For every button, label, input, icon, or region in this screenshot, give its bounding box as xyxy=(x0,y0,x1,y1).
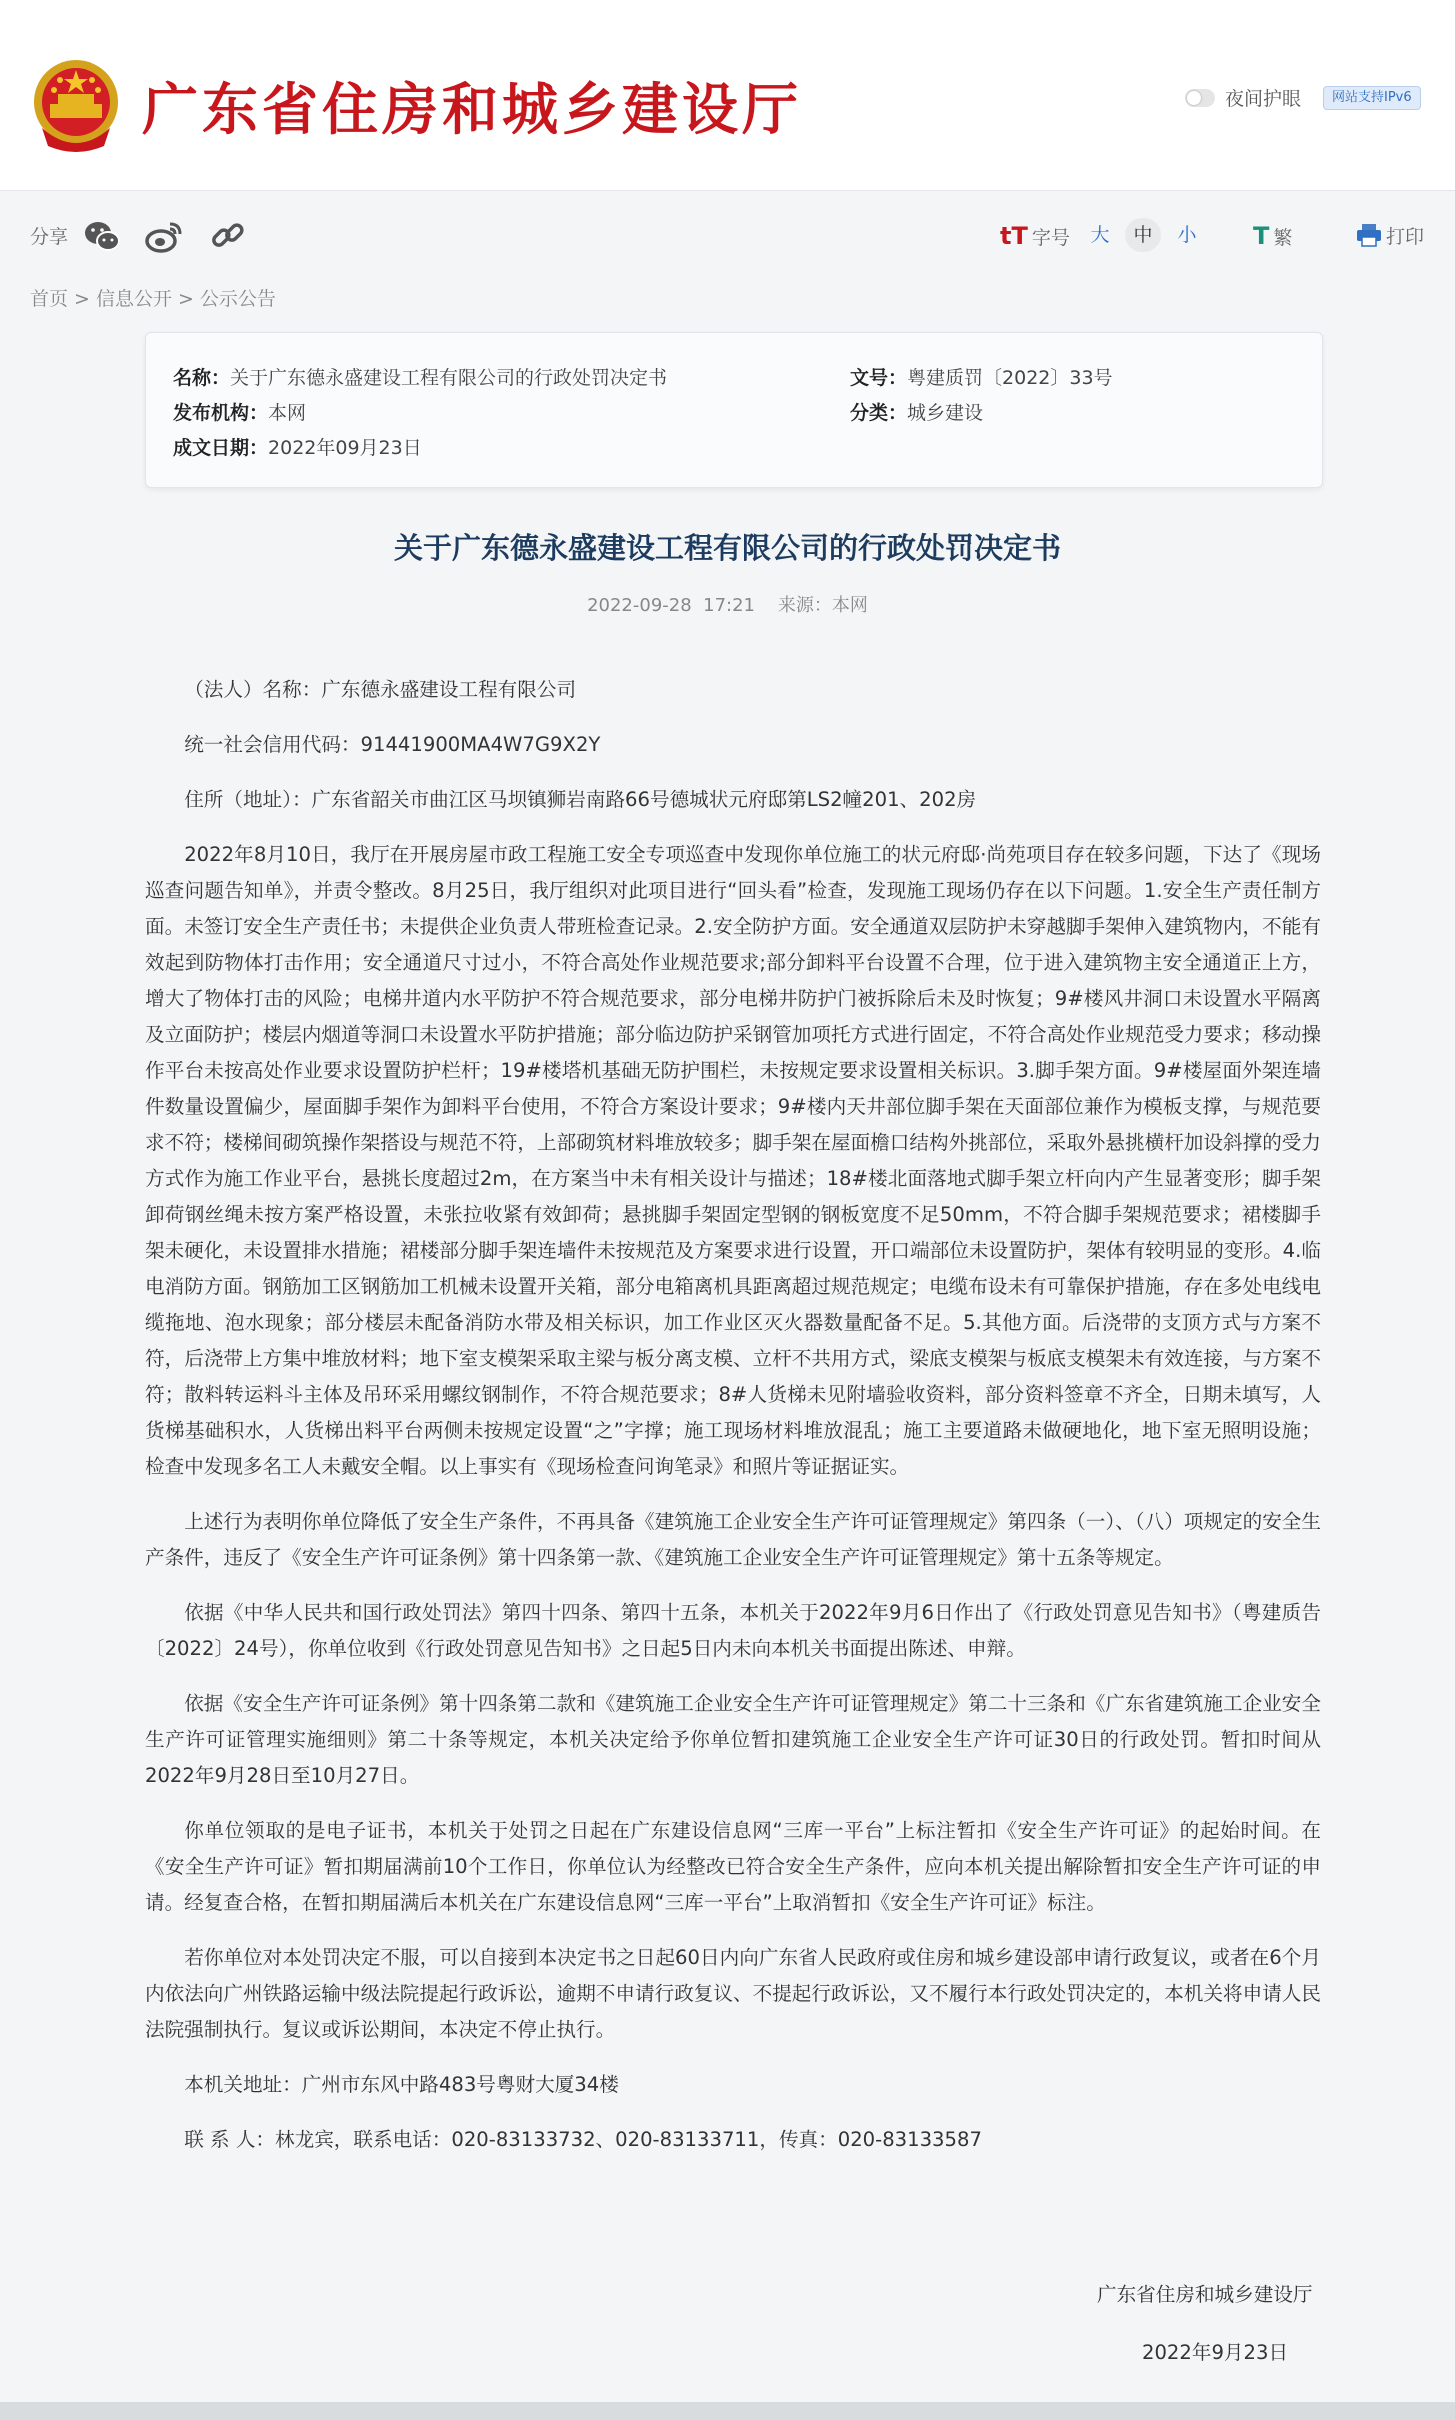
breadcrumb-announcements[interactable]: 公示公告 xyxy=(199,288,276,310)
font-size-medium-button[interactable]: 中 xyxy=(1125,218,1161,252)
site-header xyxy=(0,0,1455,191)
paragraph-address: 住所（地址）：广东省韶关市曲江区马坝镇狮岩南路66号德城状元府邸第LS2幢201、202房 xyxy=(184,788,977,811)
article-title: 关于广东德永盛建设工程有限公司的行政处罚决定书 xyxy=(393,531,1061,565)
traditional-icon: T xyxy=(1253,222,1270,250)
paragraph-notice: 依据《中华人民共和国行政处罚法》第四十四条、第四十五条，本机关于2022年9月6日作出了《行政处罚意见告知书》（粤建质告〔2022〕24号），你单位收到《行政处罚意见告知书》之日起5日内未向本机关书面提出陈述、申辩。 xyxy=(145,1601,1321,1660)
night-mode-toggle[interactable] xyxy=(1185,84,1301,111)
article-body xyxy=(145,672,1321,2158)
share-label: 分享 xyxy=(30,226,69,248)
article-subtitle xyxy=(0,591,1455,617)
font-size-label: 字号 xyxy=(1031,227,1070,249)
wechat-icon[interactable] xyxy=(82,216,122,256)
paragraph-certificate: 你单位领取的是电子证书，本机关于处罚之日起在广东建设信息网“三库一平台”上标注暂扣《安全生产许可证》的起始时间。在《安全生产许可证》暂扣期届满前10个工作日，你单位认为经整改已符合安全生产条件，应向本机关提出解除暂扣安全生产许可证的申请。经复查合格，在暂扣期届满后本机关在广东建设信息网“三库一平台”上取消暂扣《安全生产许可证》标注。 xyxy=(145,1819,1321,1914)
breadcrumb-info-public[interactable]: 信息公开 xyxy=(95,288,172,310)
printer-icon xyxy=(1356,223,1382,247)
paragraph-appeal: 若你单位对本处罚决定不服，可以自接到本决定书之日起60日内向广东省人民政府或住房和城乡建设部申请行政复议，或者在6个月内依法向广州铁路运输中级法院提起行政诉讼，逾期不申请行政复议、不提起行政诉讼，又不履行本行政处罚决定的，本机关将申请人民法院强制执行。复议或诉讼期间，本决定不停止执行。 xyxy=(145,1946,1321,2041)
paragraph-party-name: （法人）名称：广东德永盛建设工程有限公司 xyxy=(184,678,577,701)
meta-date: 成文日期：2022年09月23日 xyxy=(173,437,422,459)
night-mode-label: 夜间护眼 xyxy=(1225,88,1302,110)
national-emblem-icon[interactable] xyxy=(32,58,120,154)
toggle-switch-icon[interactable] xyxy=(1185,89,1215,107)
font-size-large-button[interactable]: 大 xyxy=(1090,224,1110,246)
ipv6-badge: 网站支持IPv6 xyxy=(1323,86,1421,110)
signature-date: 2022年9月23日 xyxy=(1142,2341,1289,2364)
traditional-label: 繁 xyxy=(1273,227,1293,249)
paragraph-facts: 2022年8月10日，我厅在开展房屋市政工程施工安全专项巡查中发现你单位施工的状元府邸·尚苑项目存在较多问题，下达了《现场巡查问题告知单》，并责令整改。8月25日，我厅组织对此项目进行“回头看”检查，发现施工现场仍存在以下问题。1.安全生产责任制方面。未签订安全生产责任书；未提供企业负责人带班检查记录。2.安全防护方面。安全通道双层防护未穿越脚手架伸入建筑物内，不能有效起到防物体打击作用；安全通道尺寸过小，不符合高处作业规范要求;部分卸料平台设置不合理，位于进入建筑物主安全通道正上方，增大了物体打击的风险；电梯井道内水平防护不符合规范要求，部分电梯井防护门被拆除后未及时恢复；9#楼风井洞口未设置水平隔离及立面防护；楼层内烟道等洞口未设置水平防护措施；部分临边防护采钢管加项托方式进行固定，不符合高处作业规范受力要求；移动操作平台未按高处作业要求设置防护栏杆；19#楼塔机基础无防护围栏，未按规定要求设置相关标识。3.脚手架方面。9#楼屋面外架连墙件数量设置偏少，屋面脚手架作为卸料平台使用，不符合方案设计要求；9#楼内天井部位脚手架在天面部位兼作为模板支撑，与规范要求不符；楼梯间砌筑操作架搭设与规范不符，上部砌筑材料堆放较多；脚手架在屋面檐口结构外挑部位，采取外悬挑横杆加设斜撑的受力方式作为施工作业平台，悬挑长度超过2m，在方案当中未有相关设计与描述；18#楼北面落地式脚手架立杆向内产生显著变形；脚手架卸荷钢丝绳未按方案严格设置，未张拉收紧有效卸荷；悬挑脚手架固定型钢的钢板宽度不足50mm，不符合脚手架规范要求；裙楼脚手架未硬化，未设置排水措施；裙楼部分脚手架连墙件未按规范及方案要求进行设置，开口端部位未设置防护，架体有较明显的变形。4.临电消防方面。钢筋加工区钢筋加工机械未设置开关箱，部分电箱离机具距离超过规范规定；电缆布设未有可靠保护措施，存在多处电线电缆拖地、泡水现象；部分楼层未配备消防水带及相关标识，加工作业区灭火器数量配备不足。5.其他方面。后浇带的支顶方式与方案不符，后浇带上方集中堆放材料；地下室支模架采取主梁与板分离支模、立杆不共用方式，梁底支模架与板底支模架未有效连接，与方案不符；散料转运料斗主体及吊环采用螺纹钢制作，不符合规范要求；8#人货梯未见附墙验收资料，部分资料签章不齐全，日期未填写，人货梯基础积水，人货梯出料平台两侧未按规定设置“之”字撑；施工现场材料堆放混乱；施工主要道路未做硬地化，地下室无照明设施；检查中发现多名工人未戴安全帽。以上事实有《现场检查问询笔录》和照片等证据证实。 xyxy=(145,843,1321,1478)
paragraph-violation: 上述行为表明你单位降低了安全生产条件，不再具备《建筑施工企业安全生产许可证管理规定》第四条（一）、（八）项规定的安全生产条件，违反了《安全生产许可证条例》第十四条第一款、《建筑施工企业安全生产许可证管理规定》第十五条等规定。 xyxy=(145,1510,1321,1569)
breadcrumb-separator: > xyxy=(177,288,194,310)
meta-category: 分类：城乡建设 xyxy=(850,402,984,424)
breadcrumb xyxy=(30,284,276,311)
footer-strip xyxy=(0,2402,1455,2420)
article-source: 来源：本网 xyxy=(777,595,868,616)
paragraph-decision: 依据《安全生产许可证条例》第十四条第二款和《建筑施工企业安全生产许可证管理规定》第二十三条和《广东省建筑施工企业安全生产许可证管理实施细则》第二十条等规定，本机关决定给予你单位暂扣建筑施工企业安全生产许可证30日的行政处罚。暂扣时间从2022年9月28日至10月27日。 xyxy=(145,1692,1321,1787)
article-time: 17:21 xyxy=(703,595,756,616)
meta-name: 名称：关于广东德永盛建设工程有限公司的行政处罚决定书 xyxy=(173,367,668,389)
article-date: 2022-09-28 xyxy=(587,595,692,616)
meta-issuer: 发布机构：本网 xyxy=(173,402,307,424)
meta-doc-number: 文号：粤建质罚〔2022〕33号 xyxy=(850,367,1113,389)
weibo-icon[interactable] xyxy=(144,216,184,256)
signature-organization: 广东省住房和城乡建设厅 xyxy=(1097,2283,1313,2306)
font-size-control xyxy=(1000,222,1070,250)
breadcrumb-separator: > xyxy=(74,288,90,310)
print-button[interactable] xyxy=(1356,222,1424,249)
paragraph-credit-code: 统一社会信用代码：91441900MA4W7G9X2Y xyxy=(184,733,601,756)
paragraph-contact: 联 系 人：林龙宾，联系电话：020-83133732、020-83133711，传真：020-83133587 xyxy=(184,2128,982,2151)
font-size-icon: tT xyxy=(1000,222,1028,250)
document-meta-card xyxy=(145,332,1323,488)
link-icon[interactable] xyxy=(208,216,248,256)
paragraph-office-address: 本机关地址：广州市东风中路483号粤财大厦34楼 xyxy=(184,2073,619,2096)
site-title[interactable]: 广东省住房和城乡建设厅 xyxy=(142,77,802,143)
traditional-chinese-button[interactable] xyxy=(1253,222,1292,250)
breadcrumb-home[interactable]: 首页 xyxy=(30,288,69,310)
print-label: 打印 xyxy=(1386,226,1425,248)
font-size-small-button[interactable]: 小 xyxy=(1177,224,1197,246)
